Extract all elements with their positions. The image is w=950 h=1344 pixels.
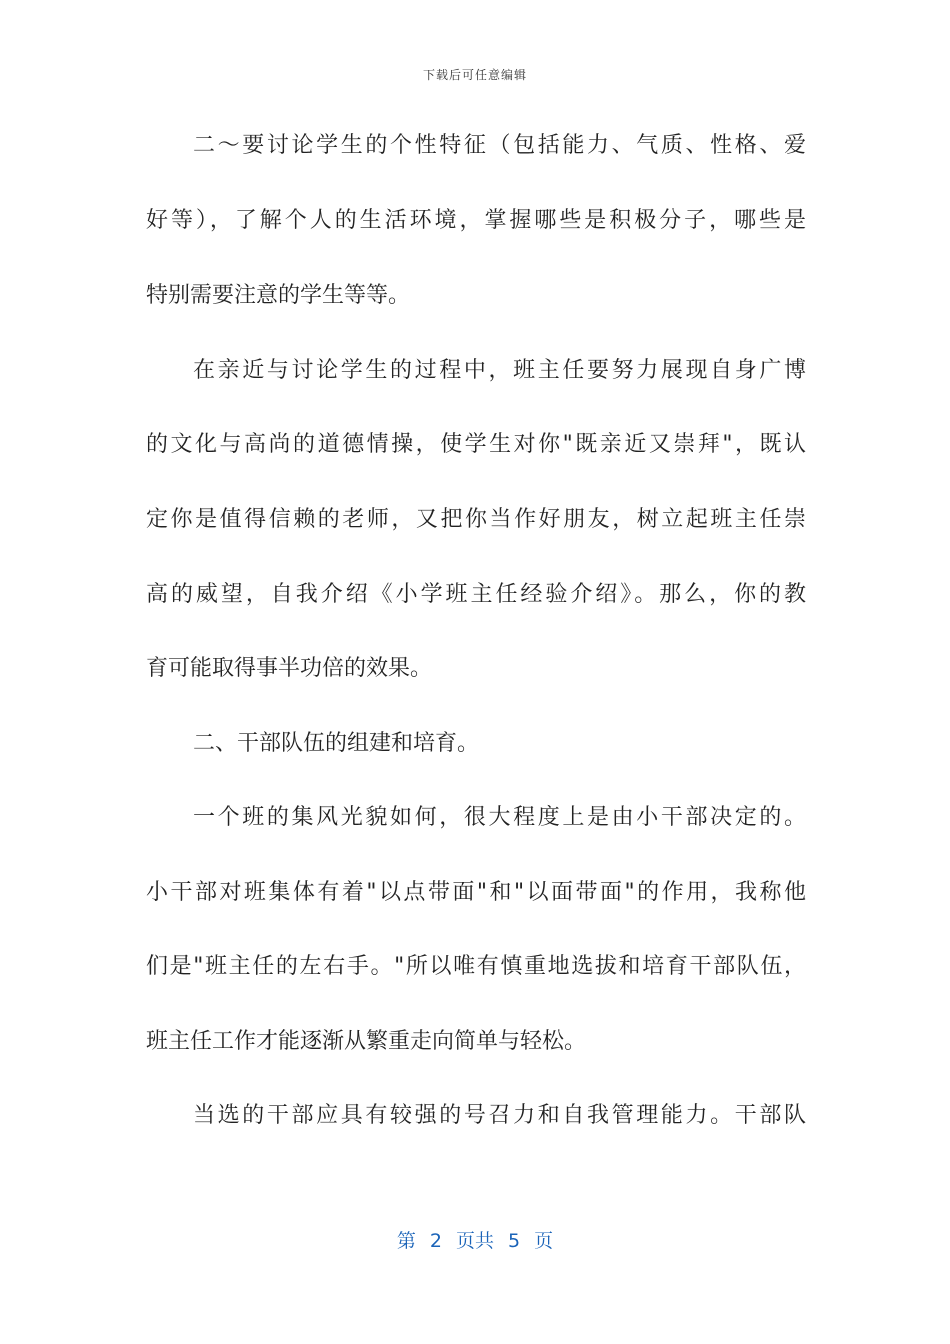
- text-line: 们是"班主任的左右手。"所以唯有慎重地选拔和培育干部队伍，: [146, 954, 806, 979]
- text-line: 在亲近与讨论学生的过程中，班主任要努力展现自身广博: [193, 358, 806, 383]
- page-suffix: 页: [534, 1230, 554, 1252]
- text-line: 小干部对班集体有着"以点带面"和"以面带面"的作用，我称他: [146, 880, 806, 905]
- page-footer: [0, 1226, 950, 1253]
- page-mid: 页共: [455, 1230, 494, 1252]
- section-heading: 二、干部队伍的组建和培育。: [193, 731, 480, 756]
- text-line: 的文化与高尚的道德情操，使学生对你"既亲近又崇拜"，既认: [146, 432, 806, 457]
- text-line: 班主任工作才能逐渐从繁重走向简单与轻松。: [146, 1029, 587, 1054]
- text-line: 高的威望，自我介绍《小学班主任经验介绍》。那么，你的教: [146, 582, 806, 607]
- page-number: 2: [429, 1230, 442, 1252]
- page-total: 5: [508, 1230, 521, 1252]
- text-line: 定你是值得信赖的老师，又把你当作好朋友，树立起班主任崇: [146, 507, 806, 532]
- text-line: 当选的干部应具有较强的号召力和自我管理能力。干部队: [193, 1103, 806, 1128]
- text-line: 一个班的集风光貌如何，很大程度上是由小干部决定的。: [193, 805, 806, 830]
- text-line: 好等），了解个人的生活环境，掌握哪些是积极分子，哪些是: [146, 208, 806, 233]
- header-note: 下载后可任意编辑: [422, 68, 527, 82]
- text-line: 育可能取得事半功倍的效果。: [146, 656, 433, 681]
- page-prefix: 第: [396, 1230, 416, 1252]
- text-line: 二～要讨论学生的个性特征（包括能力、气质、性格、爱: [193, 133, 806, 158]
- text-line: 特别需要注意的学生等等。: [146, 283, 411, 308]
